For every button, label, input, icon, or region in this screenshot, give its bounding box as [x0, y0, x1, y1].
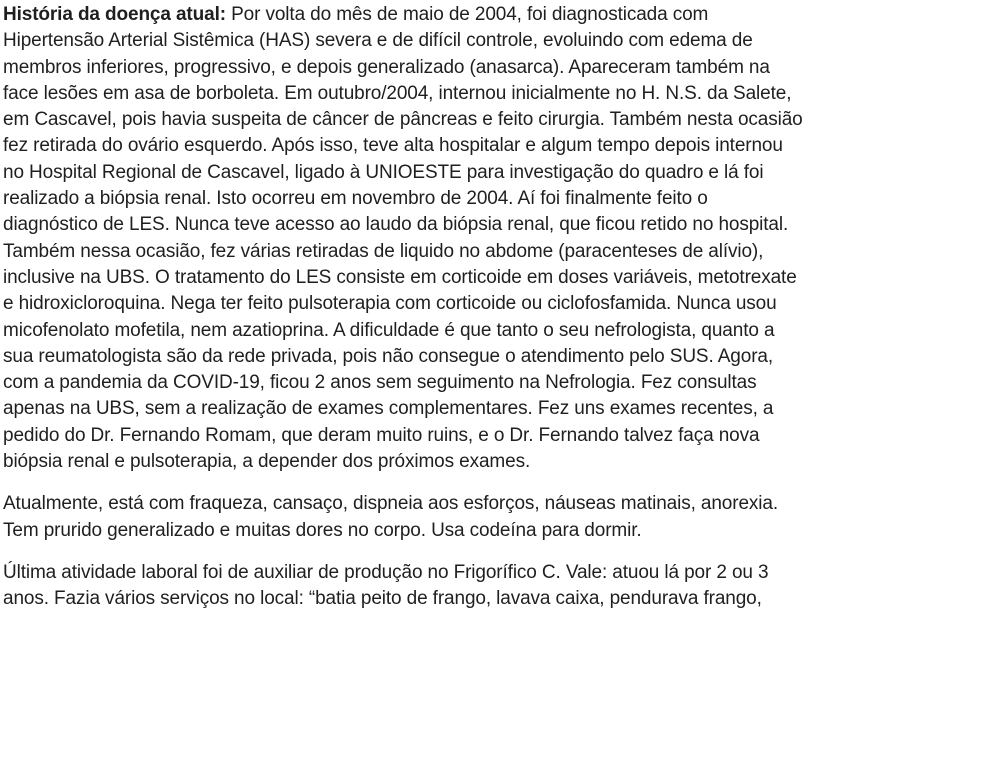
- text-line: Tem prurido generalizado e muitas dores no corpo. Usa codeína para dormir.: [3, 519, 642, 541]
- text-line: micofenolato mofetila, nem azatioprina. A dificuldade é que tanto o seu nefrologista, quanto a: [3, 319, 775, 341]
- text-line: no Hospital Regional de Cascavel, ligado à UNIOESTE para investigação do quadro e lá foi: [3, 161, 764, 183]
- text-line: biópsia renal e pulsoterapia, a depender dos próximos exames.: [3, 451, 531, 473]
- paragraph-gap: [3, 475, 1001, 491]
- text-line: Última atividade laboral foi de auxiliar de produção no Frigorífico C. Vale: atuou lá por 2 ou 3: [3, 561, 769, 583]
- text-line: Também nessa ocasião, fez várias retiradas de liquido no abdome (paracenteses de alívio),: [3, 240, 764, 262]
- text-line: apenas na UBS, sem a realização de exames complementares. Fez uns exames recentes, a: [3, 398, 774, 420]
- text-line: diagnóstico de LES. Nunca teve acesso ao laudo da biópsia renal, que ficou retido no hospital.: [3, 214, 789, 236]
- history-heading: História da doença atual:: [3, 4, 226, 25]
- paragraph-gap: [3, 544, 1001, 560]
- text-line: com a pandemia da COVID-19, ficou 2 anos sem seguimento na Nefrologia. Fez consultas: [3, 372, 757, 394]
- text-line: realizado a biópsia renal. Isto ocorreu em novembro de 2004. Aí foi finalmente feito o: [3, 188, 708, 210]
- text-line: Atualmente, está com fraqueza, cansaço, dispneia aos esforços, náuseas matinais, anorexia.: [3, 493, 778, 515]
- text-line: fez retirada do ovário esquerdo. Após isso, teve alta hospitalar e algum tempo depois internou: [3, 135, 783, 157]
- text-line: Hipertensão Arterial Sistêmica (HAS) severa e de difícil controle, evoluindo com edema de: [3, 30, 753, 52]
- text-line: e hidroxicloroquina. Nega ter feito pulsoterapia com corticoide ou ciclofosfamida. Nunca usou: [3, 293, 777, 315]
- text-line-part: Por volta do mês de maio de 2004, foi diagnosticada com: [225, 4, 709, 25]
- document-text: [3, 2, 1001, 613]
- text-line: em Cascavel, pois havia suspeita de câncer de pâncreas e feito cirurgia. Também nesta ocasião: [3, 109, 803, 131]
- text-line: [3, 2, 1001, 28]
- text-line: anos. Fazia vários serviços no local: “batia peito de frango, lavava caixa, pendurava frango,: [3, 588, 762, 610]
- text-line: sua reumatologista são da rede privada, pois não consegue o atendimento pelo SUS. Agora,: [3, 345, 774, 367]
- text-line: pedido do Dr. Fernando Romam, que deram muito ruins, e o Dr. Fernando talvez faça nova: [3, 424, 760, 446]
- text-line: membros inferiores, progressivo, e depois generalizado (anasarca). Apareceram também na: [3, 56, 770, 78]
- text-line: face lesões em asa de borboleta. Em outubro/2004, internou inicialmente no H. N.S. da Salete,: [3, 82, 792, 104]
- text-line: inclusive na UBS. O tratamento do LES consiste em corticoide em doses variáveis, metotrexate: [3, 266, 797, 288]
